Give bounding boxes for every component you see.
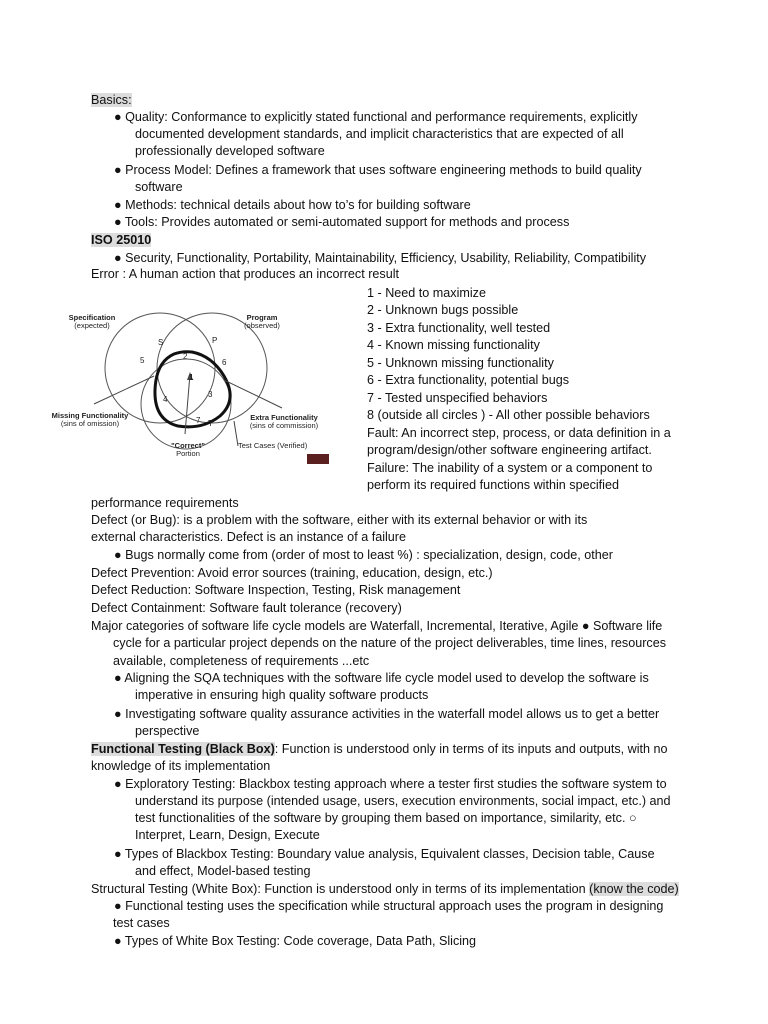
region-5-label: 5 <box>140 356 145 365</box>
extra-label-1: Extra Functionality <box>250 413 318 422</box>
functional-heading: Functional Testing (Black Box) <box>91 742 275 756</box>
structural-func-line-1: ● Functional testing uses the specification while structural approach uses the program in designing <box>114 899 664 913</box>
sqa-line-1: ● Aligning the SQA techniques with the software life cycle model used to develop the software is <box>114 671 649 685</box>
prevention-line: Defect Prevention: Avoid error sources (training, education, design, etc.) <box>91 566 493 580</box>
quality-line-3: professionally developed software <box>135 144 325 158</box>
functional-line-2: knowledge of its implementation <box>91 759 271 773</box>
bugs-line: ● Bugs normally come from (order of most to least %) : specialization, design, code, other <box>114 548 613 562</box>
venn-diagram <box>42 296 338 472</box>
exploratory-line-4: Interpret, Learn, Design, Execute <box>135 828 320 842</box>
structural-line: Structural Testing (White Box): Function is understood only in terms of its implementation <box>91 882 590 896</box>
prog-label-1: Program <box>246 313 278 322</box>
region-item: 6 - Extra functionality, potential bugs <box>367 373 570 387</box>
tools-line: ● Tools: Provides automated or semi-automated support for methods and process <box>114 215 570 229</box>
region-7-label: 7 <box>196 416 201 425</box>
exploratory-line-2: understand its purpose (intended usage, users, execution environments, social impact, etc.) and <box>135 794 671 808</box>
quality-line-1: ● Quality: Conformance to explicitly stated functional and performance requirements, explicitly <box>114 110 638 124</box>
p-label: P <box>212 336 218 345</box>
iso-item: ● Security, Functionality, Portability, Maintainability, Efficiency, Usability, Reliability, Compatibility <box>114 251 647 265</box>
missing-label-2: (sins of omission) <box>60 419 120 428</box>
basics-heading: Basics: <box>91 93 132 107</box>
test-cases-label: Test Cases (Verified) <box>238 441 308 450</box>
region-item: 2 - Unknown bugs possible <box>367 303 519 317</box>
lifecycle-line-1: Major categories of software life cycle models are Waterfall, Incremental, Iterative, Agile ● Software life <box>91 619 663 633</box>
invest-line-1: ● Investigating software quality assurance activities in the waterfall model allows us to get a better <box>114 707 660 721</box>
region-item: 1 - Need to maximize <box>367 286 486 300</box>
sqa-line-2: imperative in ensuring high quality software products <box>135 688 429 702</box>
reduction-line: Defect Reduction: Software Inspection, Testing, Risk management <box>91 583 461 597</box>
region-1-label: 1 <box>189 373 194 382</box>
region-3-label: 3 <box>208 390 213 399</box>
functional-line-1: : Function is understood only in terms of its inputs and outputs, with no <box>274 742 668 756</box>
missing-label-1: Missing Functionality <box>51 411 129 420</box>
correct-label-2: Portion <box>176 449 200 458</box>
quality-line-2: documented development standards, and implicit characteristics that are expected of all <box>135 127 624 141</box>
region-item: 5 - Unknown missing functionality <box>367 356 554 370</box>
containment-line: Defect Containment: Software fault tolerance (recovery) <box>91 601 402 615</box>
invest-line-2: perspective <box>135 724 200 738</box>
fault-line-2: program/design/other software engineering artifact. <box>367 443 652 457</box>
process-line-1: ● Process Model: Defines a framework that uses software engineering methods to build quality <box>114 163 642 177</box>
lifecycle-line-3: available, completeness of requirements ...etc <box>113 654 370 668</box>
exploratory-line-1: ● Exploratory Testing: Blackbox testing approach where a tester first studies the software system to <box>114 777 667 791</box>
failure-line-1: Failure: The inability of a system or a component to <box>367 461 653 475</box>
correct-label-1: "Correct" <box>171 441 205 450</box>
defect-line-2: external characteristics. Defect is an instance of a failure <box>91 530 406 544</box>
blackbox-types-line-1: ● Types of Blackbox Testing: Boundary value analysis, Equivalent classes, Decision table, Cause <box>114 847 655 861</box>
lifecycle-line-2: cycle for a particular project depends on the nature of the project deliverables, time lines, resources <box>113 636 667 650</box>
failure-line-3: performance requirements <box>91 496 239 510</box>
region-item: 3 - Extra functionality, well tested <box>367 321 551 335</box>
region-item: 7 - Tested unspecified behaviors <box>367 391 548 405</box>
iso-heading: ISO 25010 <box>91 233 152 247</box>
exploratory-line-3: test functionalities of the software by grouping them based on importance, similarity, etc. ○ <box>135 811 637 825</box>
region-item: 4 - Known missing functionality <box>367 338 540 352</box>
region-4-label: 4 <box>163 395 168 404</box>
region-item: 8 (outside all circles ) - All other possible behaviors <box>367 408 650 422</box>
extra-label-2: (sins of commission) <box>249 421 319 430</box>
process-line-2: software <box>135 180 183 194</box>
whitebox-types-line: ● Types of White Box Testing: Code coverage, Data Path, Slicing <box>114 934 477 948</box>
know-code-highlight: (know the code) <box>589 882 679 896</box>
t-label: T <box>208 419 213 428</box>
error-line: Error : A human action that produces an incorrect result <box>91 267 400 281</box>
defect-line-1: Defect (or Bug): is a problem with the software, either with its external behavior or with its <box>91 513 588 527</box>
methods-line: ● Methods: technical details about how to’s for building software <box>114 198 471 212</box>
region-2-label: 2 <box>183 352 188 361</box>
dark-mark <box>307 454 329 464</box>
region-6-label: 6 <box>222 358 227 367</box>
spec-label-1: Specification <box>68 313 116 322</box>
s-label: S <box>158 338 164 347</box>
structural-func-line-2: test cases <box>113 916 170 930</box>
failure-line-2: perform its required functions within specified <box>367 478 619 492</box>
fault-line-1: Fault: An incorrect step, process, or data definition in a <box>367 426 671 440</box>
blackbox-types-line-2: and effect, Model-based testing <box>135 864 311 878</box>
spec-label-2: (expected) <box>74 321 110 330</box>
prog-label-2: (observed) <box>244 321 280 330</box>
